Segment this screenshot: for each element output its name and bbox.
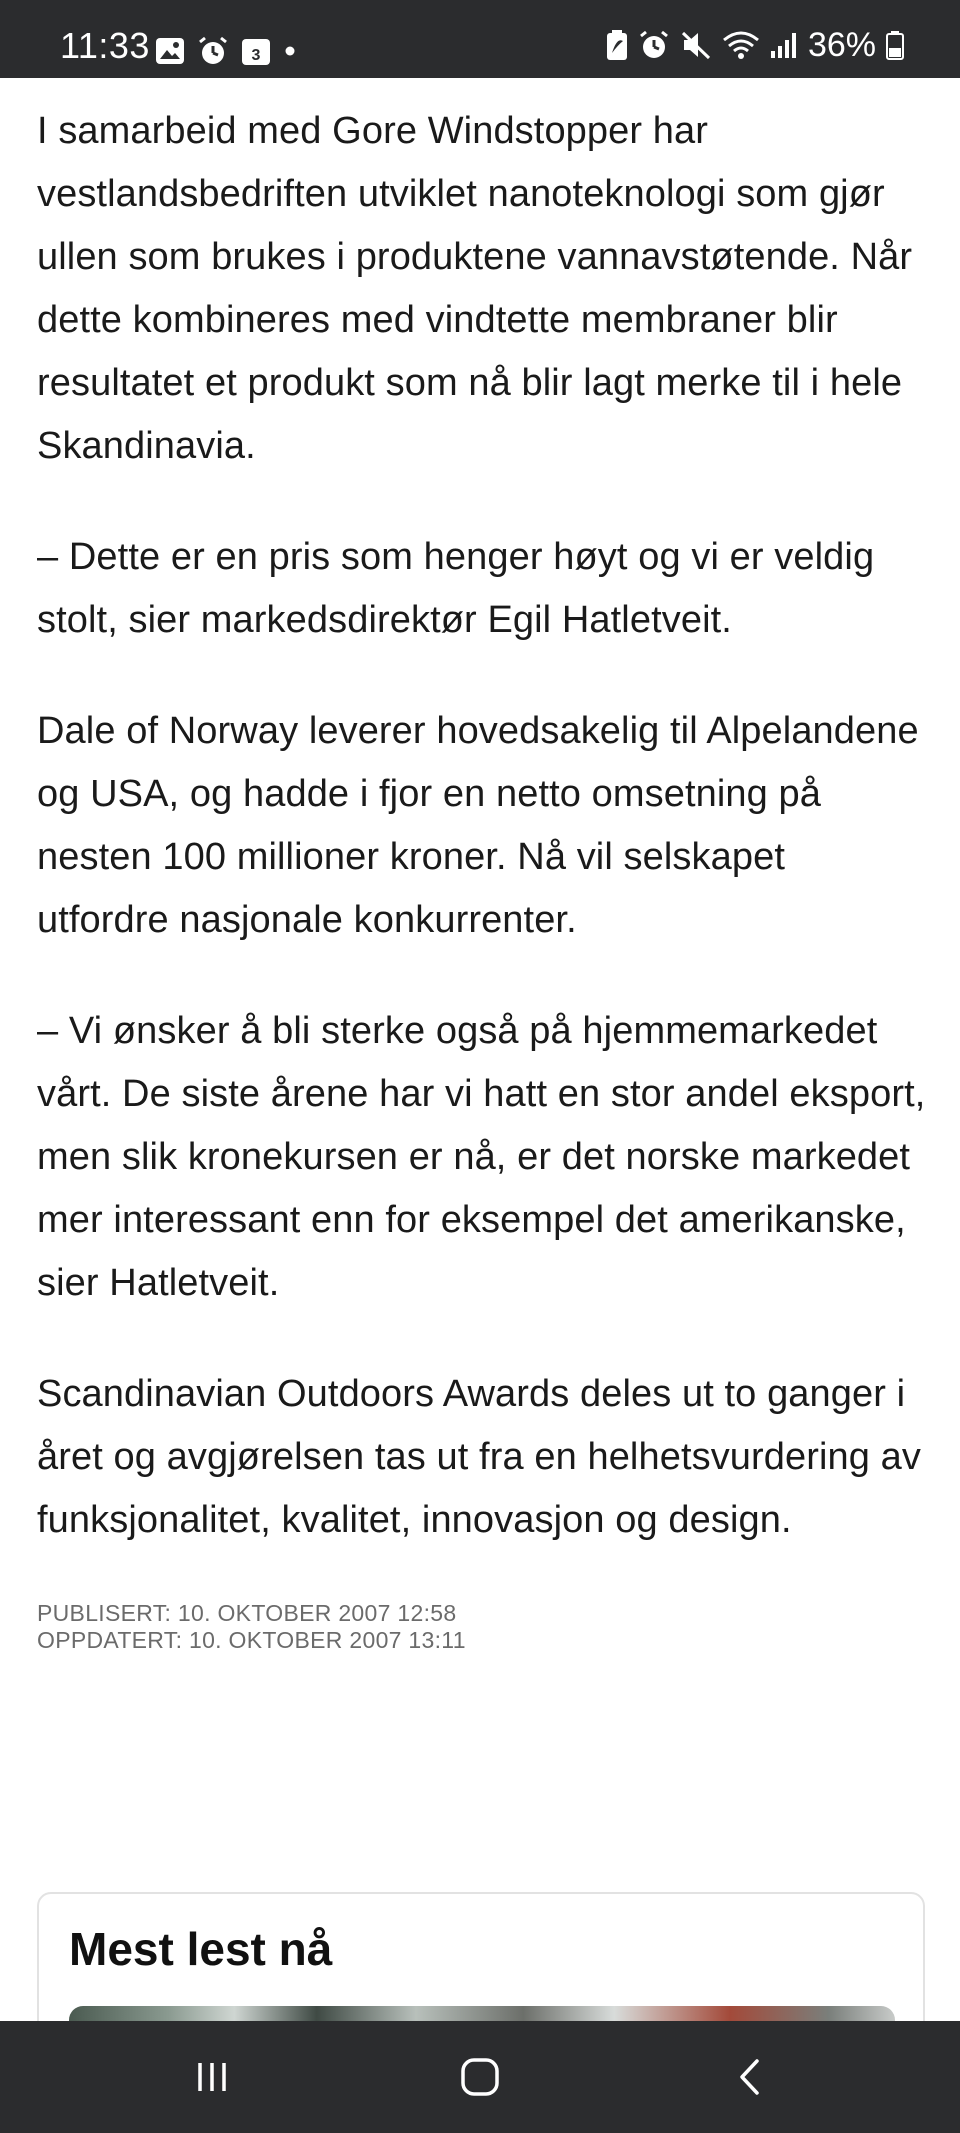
back-button[interactable] [720, 2049, 780, 2105]
recent-apps-button[interactable] [182, 2049, 242, 2105]
updated-date: OPPDATERT: 10. OKTOBER 2007 13:11 [37, 1627, 466, 1653]
article-paragraph: – Vi ønsker å bli sterke også på hjemmemarkedet vårt. De siste årene har vi hatt en stor andel eksport, men slik kronekursen er nå, er det norske markedet mer interessant enn for eksempel det amerikanske, sier Hatletveit. [37, 1010, 926, 1304]
calendar-badge: 3 [251, 47, 261, 64]
status-bar [0, 0, 960, 78]
article-paragraph: Scandinavian Outdoors Awards deles ut to ganger i året og avgjørelsen tas ut fra en helhetsvurdering av funksjonalitet, kvalitet, innovasjon og design. [37, 1373, 922, 1541]
home-button[interactable] [450, 2049, 510, 2105]
system-icons [606, 28, 904, 62]
calendar-icon [241, 36, 271, 66]
article-paragraph: Dale of Norway leverer hovedsakelig til Alpelandene og USA, og hadde i fjor en netto omsetning på nesten 100 millioner kroner. Nå vil selskapet utfordre nasjonale konkurrenter. [37, 710, 919, 941]
back-icon [730, 2057, 770, 2097]
dot-icon [283, 44, 297, 58]
recent-apps-icon [192, 2057, 232, 2097]
published-date: PUBLISERT: 10. OKTOBER 2007 12:58 [37, 1600, 457, 1626]
signal-icon [770, 31, 798, 59]
battery-saver-icon [606, 29, 628, 61]
navigation-bar [0, 2021, 960, 2133]
wifi-icon [722, 30, 760, 60]
status-time: 11:33 [60, 25, 150, 66]
mute-icon [680, 30, 712, 60]
article-paragraph: I samarbeid med Gore Windstopper har vestlandsbedriften utviklet nanoteknologi som gjør ullen som brukes i produktene vannavstøtende. Når dette kombineres med vindtette membraner blir resultatet et produkt som nå blir lagt merke til i hele Skandinavia. [37, 110, 913, 467]
article-paragraph: – Dette er en pris som henger høyt og vi er veldig stolt, sier markedsdirektør Egil Hatletveit. [37, 536, 875, 641]
home-icon [459, 2056, 501, 2098]
article-body [37, 100, 927, 1654]
alarm-icon [197, 36, 229, 66]
most-read-title: Mest lest nå [69, 1923, 333, 1975]
battery-percent: 36% [807, 26, 876, 64]
notification-icons [155, 36, 297, 66]
alarm-icon [638, 30, 670, 60]
gallery-icon [155, 37, 185, 65]
battery-icon [886, 30, 904, 60]
article-meta [37, 1600, 927, 1654]
